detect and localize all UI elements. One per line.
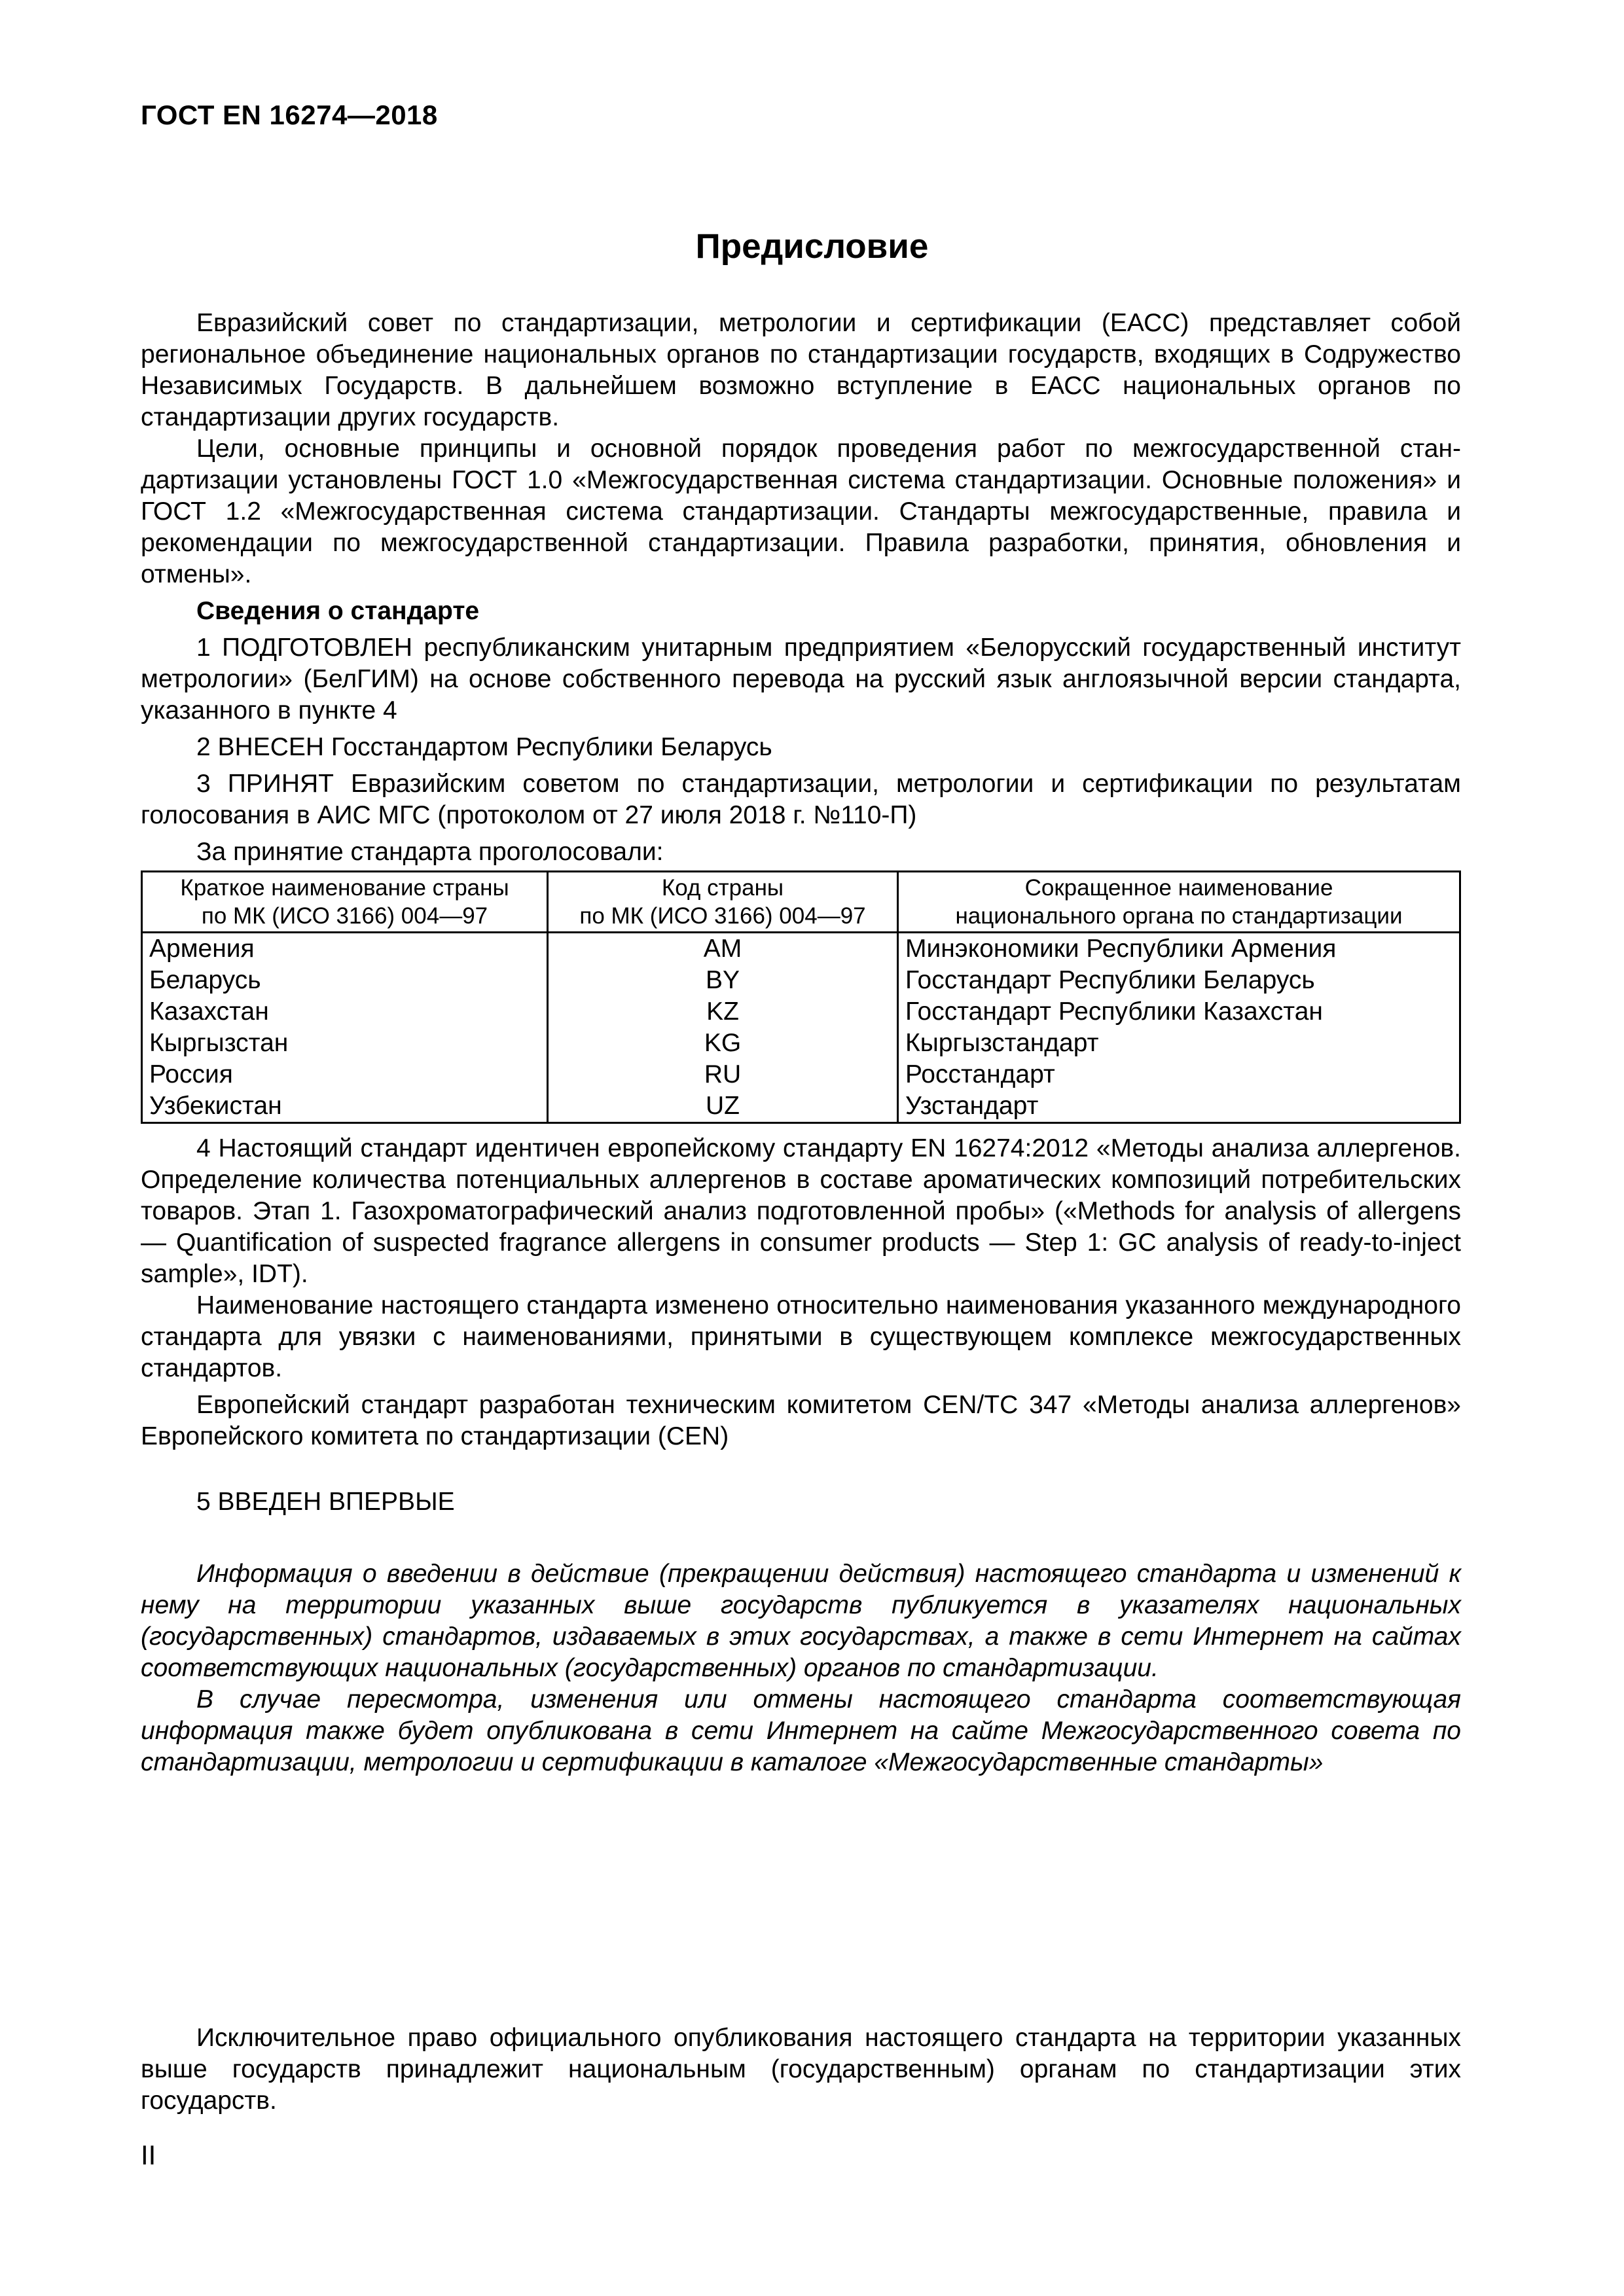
- document-code: ГОСТ EN 16274—2018: [141, 99, 438, 130]
- item-4-paragraph-3: Европейский стандарт разработан техническим комитетом CEN/TC 347 «Методы анализа аллергенов» Европейского комитета по стандартизации (CEN): [141, 1391, 1461, 1450]
- country-cell: Узбекистан: [142, 1090, 548, 1123]
- country-cell: Беларусь: [142, 965, 548, 996]
- page-title: Предисловие: [695, 227, 929, 266]
- info-item-2: 2 ВНЕСЕН Госстандартом Республики Беларусь: [196, 733, 772, 761]
- item-4-paragraph-2: Наименование настоящего стандарта изменено относительно наименования указанного международного стандарта для увязки с наименованиями, принятыми в существующем комплексе межгосударственных стандартов.: [141, 1291, 1461, 1382]
- info-item-1: 1 ПОДГОТОВЛЕН республиканским унитарным предприятием «Белорусский государственный институт метрологии» (БелГИМ) на основе собственного перевода на русский язык англоязычной версии стандарта, указанного в пункте 4: [141, 634, 1461, 725]
- voted-intro: За принятие стандарта проголосовали:: [196, 838, 664, 866]
- country-cell: Армения: [142, 933, 548, 965]
- code-cell: BY: [548, 965, 898, 996]
- body-cell: Кыргызстандарт: [898, 1028, 1460, 1059]
- body-cell: Минэкономики Республики Армения: [898, 933, 1460, 965]
- code-cell: AM: [548, 933, 898, 965]
- country-cell: Казахстан: [142, 996, 548, 1028]
- table-header-code: Код страны по МК (ИСО 3166) 004—97: [548, 872, 898, 933]
- table-header-row: [142, 872, 1460, 933]
- country-cell: Кыргызстан: [142, 1028, 548, 1059]
- notice-paragraph-1: Информация о введении в действие (прекращении действия) настоящего стандарта и изменений к нему на территории указанных выше государств публикуется в указателях национальных (государственных) стандартов, издаваемых в этих государствах, а также в сети Интернет на сайтах соответствующих национальных (государственных) органов по стандартизации.: [141, 1560, 1461, 1682]
- body-cell: Росстандарт: [898, 1059, 1460, 1090]
- table-row: [142, 965, 1460, 996]
- code-cell: KG: [548, 1028, 898, 1059]
- table-row: [142, 1090, 1460, 1123]
- rights-paragraph: Исключительное право официального опубликования настоящего стандарта на территории указанных выше государств принадлежит национальным (государственным) органам по стандартизации этих государств.: [141, 2024, 1461, 2115]
- intro-paragraph-2: Цели, основные принципы и основной порядок проведения работ по межгосударственной стандартизации установлены ГОСТ 1.0 «Межгосударственная система стандартизации. Основные положения» и ГОСТ 1.2 «Межгосударственная система стандартизации. Стандарты межгосударственные, правила и рекомендации по межгосударственной стандартизации. Правила разработки, принятия, обновления и отмены».: [141, 435, 1461, 588]
- notice-paragraph-2: В случае пересмотра, изменения или отмены настоящего стандарта соответствующая информация также будет опубликована в сети Интернет на сайте Межгосударственного совета по стандартизации, метрологии и сертификации в каталоге «Межгосударственные стандарты»: [141, 1685, 1461, 1776]
- code-cell: UZ: [548, 1090, 898, 1123]
- item-4-paragraph-1: 4 Настоящий стандарт идентичен европейскому стандарту EN 16274:2012 «Методы анализа аллергенов. Определение количества потенциальных аллергенов в составе ароматических композиций потребительских товаров. Этап 1. Газохроматографический анализ подготовленной пробы» («Methods for analysis of allergens — Quantification of suspected fragrance allergens in consumer products — Step 1: GC analysis of ready-to-inject sample», IDT).: [141, 1134, 1461, 1288]
- document-body: [141, 308, 1461, 1778]
- item-5: 5 ВВЕДЕН ВПЕРВЫЕ: [196, 1488, 455, 1516]
- table-row: [142, 1028, 1460, 1059]
- body-cell: Госстандарт Республики Казахстан: [898, 996, 1460, 1028]
- body-cell: Узстандарт: [898, 1090, 1460, 1123]
- table-header-body: Сокращенное наименование национального органа по стандартизации: [898, 872, 1460, 933]
- rights-notice: [141, 2022, 1461, 2117]
- page-number: II: [141, 2140, 156, 2170]
- code-cell: KZ: [548, 996, 898, 1028]
- code-cell: RU: [548, 1059, 898, 1090]
- table-row: [142, 996, 1460, 1028]
- votes-table: [141, 870, 1461, 1124]
- intro-paragraph-1: Евразийский совет по стандартизации, метрологии и сертификации (ЕАСС) представляет собой региональное объединение национальных органов по стандартизации государств, входящих в Содружество Независимых Государств. В дальнейшем возможно вступление в ЕАСС национальных органов по стандартизации других государств.: [141, 309, 1461, 431]
- table-row: [142, 933, 1460, 965]
- table-header-country: Краткое наименование страны по МК (ИСО 3166) 004—97: [142, 872, 548, 933]
- body-cell: Госстандарт Республики Беларусь: [898, 965, 1460, 996]
- country-cell: Россия: [142, 1059, 548, 1090]
- table-row: [142, 1059, 1460, 1090]
- info-item-3: 3 ПРИНЯТ Евразийским советом по стандартизации, метрологии и сертификации по результатам голосования в АИС МГС (протоколом от 27 июля 2018 г. №110-П): [141, 770, 1461, 829]
- section-heading: Сведения о стандарте: [196, 597, 480, 625]
